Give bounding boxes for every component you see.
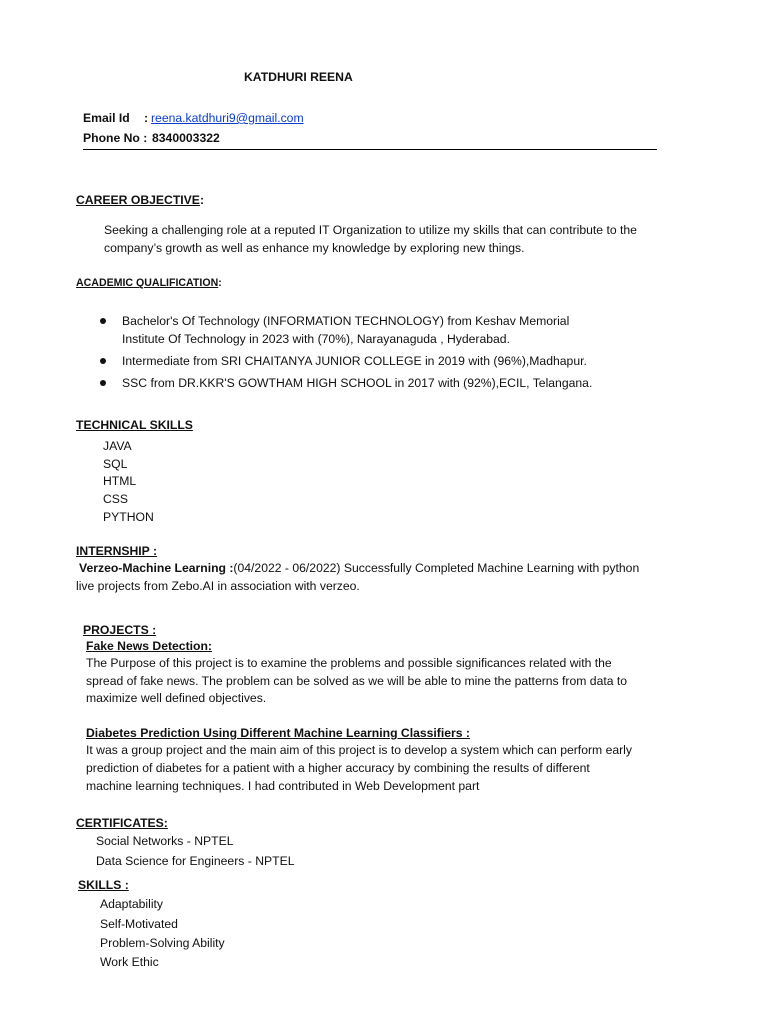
- project-description-line: spread of fake news. The problem can be solved as we will be able to mine the patterns from data to: [86, 674, 628, 688]
- bullet-icon: [100, 318, 106, 324]
- project-title: Diabetes Prediction Using Different Machine Learning Classifiers :: [86, 726, 470, 740]
- academic-heading: ACADEMIC QUALIFICATION:: [76, 277, 222, 289]
- technical-skill-item: SQL: [103, 457, 128, 471]
- phone-label: Phone No :: [83, 131, 148, 145]
- projects-heading: PROJECTS :: [83, 623, 157, 637]
- bullet-icon: [100, 380, 106, 386]
- technical-skill-item: PYTHON: [103, 510, 154, 524]
- certificates-heading: CERTIFICATES:: [76, 816, 168, 830]
- project-description-line: It was a group project and the main aim of this project is to develop a system which can perform early: [86, 743, 632, 757]
- skill-item: Self-Motivated: [100, 917, 178, 931]
- internship-line-1: Verzeo-Machine Learning :(04/2022 - 06/2022) Successfully Completed Machine Learning with python: [79, 561, 640, 575]
- skill-item: Adaptability: [100, 897, 164, 911]
- academic-item-1-line-1: Bachelor's Of Technology (INFORMATION TECHNOLOGY) from Keshav Memorial: [122, 314, 570, 328]
- candidate-name: KATDHURI REENA: [244, 70, 353, 84]
- internship-line-2: live projects from Zebo.AI in association with verzeo.: [76, 579, 360, 593]
- project-description-line: prediction of diabetes for a patient with a higher accuracy by combining the results of different: [86, 761, 590, 775]
- academic-item-1-line-2: Institute Of Technology in 2023 with (70%), Narayanaguda , Hyderabad.: [122, 332, 510, 346]
- technical-skill-item: JAVA: [103, 439, 132, 453]
- certificate-item: Data Science for Engineers - NPTEL: [96, 854, 295, 868]
- project-description-line: The Purpose of this project is to examine the problems and possible significances related with the: [86, 656, 612, 670]
- career-objective-line-1: Seeking a challenging role at a reputed IT Organization to utilize my skills that can contribute to the: [104, 223, 637, 237]
- header-divider: [83, 149, 657, 150]
- academic-item-2: Intermediate from SRI CHAITANYA JUNIOR COLLEGE in 2019 with (96%),Madhapur.: [122, 354, 587, 368]
- phone-number: 8340003322: [152, 131, 220, 145]
- project-description-line: maximize well defined objectives.: [86, 691, 267, 705]
- certificate-item: Social Networks - NPTEL: [96, 834, 234, 848]
- project-description-line: machine learning techniques. I had contributed in Web Development part: [86, 779, 480, 793]
- technical-skill-item: HTML: [103, 474, 137, 488]
- skills-heading: SKILLS :: [78, 878, 129, 892]
- email-separator: :: [144, 111, 149, 125]
- internship-title: Verzeo-Machine Learning :: [79, 561, 234, 575]
- email-link[interactable]: reena.katdhuri9@gmail.com: [151, 111, 304, 125]
- career-objective-line-2: company’s growth as well as enhance my knowledge by exploring new things.: [104, 241, 525, 255]
- project-title: Fake News Detection:: [86, 639, 212, 653]
- internship-heading: INTERNSHIP :: [76, 544, 158, 558]
- career-objective-heading: CAREER OBJECTIVE:: [76, 193, 204, 207]
- bullet-icon: [100, 358, 106, 364]
- academic-item-3: SSC from DR.KKR'S GOWTHAM HIGH SCHOOL in 2017 with (92%),ECIL, Telangana.: [122, 376, 593, 390]
- technical-skills-heading: TECHNICAL SKILLS: [76, 418, 193, 432]
- skill-item: Work Ethic: [100, 955, 159, 969]
- skill-item: Problem-Solving Ability: [100, 936, 225, 950]
- email-label: Email Id: [83, 111, 130, 125]
- technical-skill-item: CSS: [103, 492, 129, 506]
